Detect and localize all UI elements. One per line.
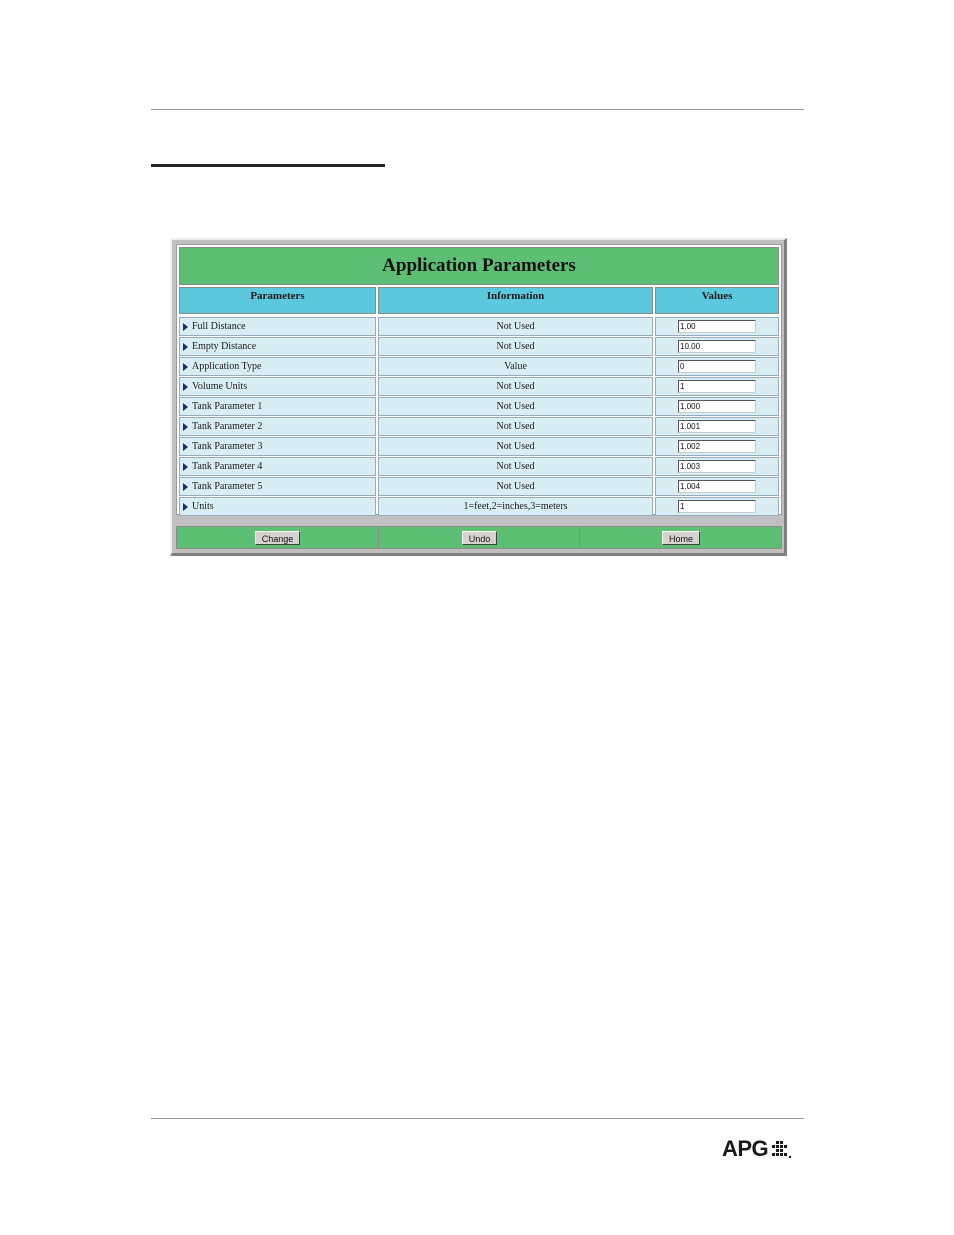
triangle-right-icon — [183, 443, 188, 451]
value-cell — [655, 337, 779, 356]
parameter-cell — [179, 377, 376, 396]
parameter-label: Tank Parameter 2 — [192, 421, 263, 432]
top-rule — [151, 109, 804, 110]
parameters-panel — [176, 244, 782, 515]
value-cell — [655, 417, 779, 436]
parameter-cell — [179, 317, 376, 336]
information-cell: Value — [378, 357, 653, 376]
value-cell — [655, 457, 779, 476]
triangle-right-icon — [183, 343, 188, 351]
table-row — [177, 437, 783, 456]
home-button-cell — [579, 527, 782, 548]
units-input[interactable] — [678, 500, 756, 513]
logo-grid-icon — [770, 1139, 792, 1159]
change-button[interactable]: Change — [255, 531, 301, 545]
table-row — [177, 357, 783, 376]
triangle-right-icon — [183, 363, 188, 371]
table-row — [177, 317, 783, 336]
triangle-right-icon — [183, 403, 188, 411]
information-cell: Not Used — [378, 437, 653, 456]
home-button[interactable]: Home — [662, 531, 700, 545]
triangle-right-icon — [183, 463, 188, 471]
parameter-label: Tank Parameter 1 — [192, 401, 263, 412]
parameter-cell — [179, 457, 376, 476]
parameter-cell — [179, 337, 376, 356]
triangle-right-icon — [183, 423, 188, 431]
parameter-label: Tank Parameter 5 — [192, 481, 263, 492]
information-cell: Not Used — [378, 317, 653, 336]
parameter-label: Empty Distance — [192, 341, 257, 352]
value-cell — [655, 437, 779, 456]
parameter-label: Tank Parameter 4 — [192, 461, 263, 472]
full-distance-input[interactable] — [678, 320, 756, 333]
button-bar — [176, 526, 782, 549]
information-cell: Not Used — [378, 477, 653, 496]
tank-parameter-2-input[interactable] — [678, 420, 756, 433]
value-cell — [655, 497, 779, 516]
parameter-label: Volume Units — [192, 381, 248, 392]
column-header-values: Values — [655, 287, 779, 314]
table-row — [177, 457, 783, 476]
triangle-right-icon — [183, 483, 188, 491]
information-cell: Not Used — [378, 337, 653, 356]
information-cell: Not Used — [378, 417, 653, 436]
application-type-input[interactable] — [678, 360, 756, 373]
table-row — [177, 417, 783, 436]
information-cell: Not Used — [378, 377, 653, 396]
parameter-cell — [179, 417, 376, 436]
parameter-cell — [179, 477, 376, 496]
table-row — [177, 337, 783, 356]
parameter-cell — [179, 357, 376, 376]
tank-parameter-3-input[interactable] — [678, 440, 756, 453]
parameter-label: Full Distance — [192, 321, 246, 332]
parameter-label: Tank Parameter 3 — [192, 441, 263, 452]
table-row — [177, 477, 783, 496]
information-cell: Not Used — [378, 397, 653, 416]
parameter-cell — [179, 497, 376, 516]
value-cell — [655, 317, 779, 336]
triangle-right-icon — [183, 503, 188, 511]
information-cell: 1=feet,2=inches,3=meters — [378, 497, 653, 516]
page-title: Application Parameters — [179, 247, 779, 285]
column-header-information: Information — [378, 287, 653, 314]
section-title-underline — [151, 164, 385, 167]
parameter-cell — [179, 437, 376, 456]
value-cell — [655, 397, 779, 416]
tank-parameter-4-input[interactable] — [678, 460, 756, 473]
table-row — [177, 497, 783, 516]
triangle-right-icon — [183, 323, 188, 331]
application-parameters-window — [170, 238, 787, 556]
information-cell: Not Used — [378, 457, 653, 476]
parameter-label: Application Type — [192, 361, 262, 372]
parameter-label: Units — [192, 501, 214, 512]
bottom-rule — [151, 1118, 804, 1119]
tank-parameter-5-input[interactable] — [678, 480, 756, 493]
value-cell — [655, 477, 779, 496]
value-cell — [655, 377, 779, 396]
undo-button-cell — [378, 527, 580, 548]
column-header-parameters: Parameters — [179, 287, 376, 314]
table-row — [177, 397, 783, 416]
value-cell — [655, 357, 779, 376]
parameter-cell — [179, 397, 376, 416]
logo-text: APG — [722, 1136, 769, 1161]
change-button-cell — [177, 527, 378, 548]
undo-button[interactable]: Undo — [462, 531, 498, 545]
empty-distance-input[interactable] — [678, 340, 756, 353]
volume-units-input[interactable] — [678, 380, 756, 393]
triangle-right-icon — [183, 383, 188, 391]
tank-parameter-1-input[interactable] — [678, 400, 756, 413]
table-row — [177, 377, 783, 396]
apg-logo — [722, 1136, 792, 1162]
